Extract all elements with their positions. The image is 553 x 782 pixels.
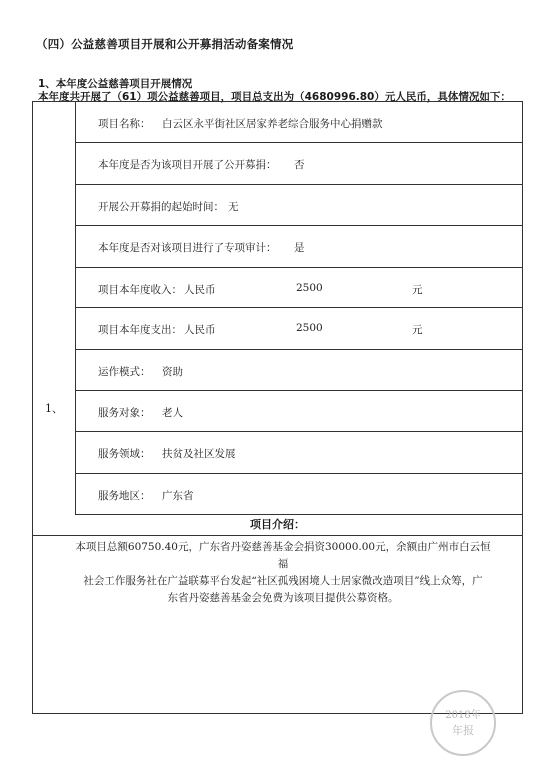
sub-title: 1、本年度公益慈善项目开展情况	[38, 78, 193, 90]
row-value: 人民币	[184, 324, 216, 336]
income-amount: 2500	[296, 282, 323, 294]
row-label: 服务对象：	[98, 407, 151, 419]
intro-line: 东省丹姿慈善基金会免费为该项目提供公募资格。	[167, 592, 399, 604]
row-value: 是	[294, 242, 305, 254]
row-value: 资助	[162, 366, 183, 378]
stamp-label: 年报	[452, 724, 474, 737]
project-table	[32, 101, 523, 714]
stamp-year: 2018年	[445, 710, 481, 721]
row-project-name	[76, 102, 522, 143]
section-title: （四）公益慈善项目开展和公开募捐活动备案情况	[36, 37, 294, 51]
row-value: 否	[294, 159, 305, 171]
row-annual-income	[76, 268, 522, 308]
row-special-audit	[76, 226, 522, 268]
row-service-target	[76, 391, 522, 432]
row-public-fundraising	[76, 143, 522, 185]
row-value: 老人	[162, 407, 183, 419]
row-value: 人民币	[184, 284, 216, 296]
project-intro-heading: 项目介绍：	[33, 515, 522, 536]
row-label: 运作模式：	[98, 366, 151, 378]
row-label: 服务领域：	[98, 448, 151, 460]
row-label: 项目本年度收入：	[98, 284, 182, 296]
summary-line: 本年度共开展了（61）项公益慈善项目，项目总支出为（4680996.80）元人民币，具体情况如下：	[38, 91, 511, 103]
row-label: 服务地区：	[98, 490, 151, 502]
expense-amount: 2500	[296, 322, 323, 334]
row-label: 本年度是否对该项目进行了专项审计：	[98, 242, 277, 254]
income-unit: 元	[412, 284, 423, 296]
row-value: 广东省	[162, 490, 194, 502]
annual-report-stamp	[430, 690, 496, 756]
row-service-region	[76, 474, 522, 515]
row-annual-expense	[76, 308, 522, 350]
row-label: 开展公开募捐的起始时间：	[98, 201, 224, 213]
index-column	[33, 102, 76, 515]
row-value: 无	[228, 201, 239, 213]
project-intro-text	[73, 539, 493, 607]
row-operation-mode	[76, 350, 522, 391]
intro-line: 社会工作服务社在广益联募平台发起“社区孤残困境人士居家微改造项目”线上众筹，广	[83, 575, 483, 587]
intro-line: 本项目总额60750.40元，广东省丹姿慈善基金会捐资30000.00元，余额由广州市白云恒福	[75, 541, 491, 570]
expense-unit: 元	[412, 324, 423, 336]
row-service-field	[76, 432, 522, 474]
row-value: 白云区永平街社区居家养老综合服务中心捐赠款	[162, 118, 383, 130]
row-label: 项目名称：	[98, 118, 151, 130]
project-index: 1、	[45, 402, 63, 415]
row-label: 项目本年度支出：	[98, 324, 182, 336]
row-fundraising-start	[76, 185, 522, 226]
row-label: 本年度是否为该项目开展了公开募捐：	[98, 159, 277, 171]
row-value: 扶贫及社区发展	[162, 448, 236, 460]
